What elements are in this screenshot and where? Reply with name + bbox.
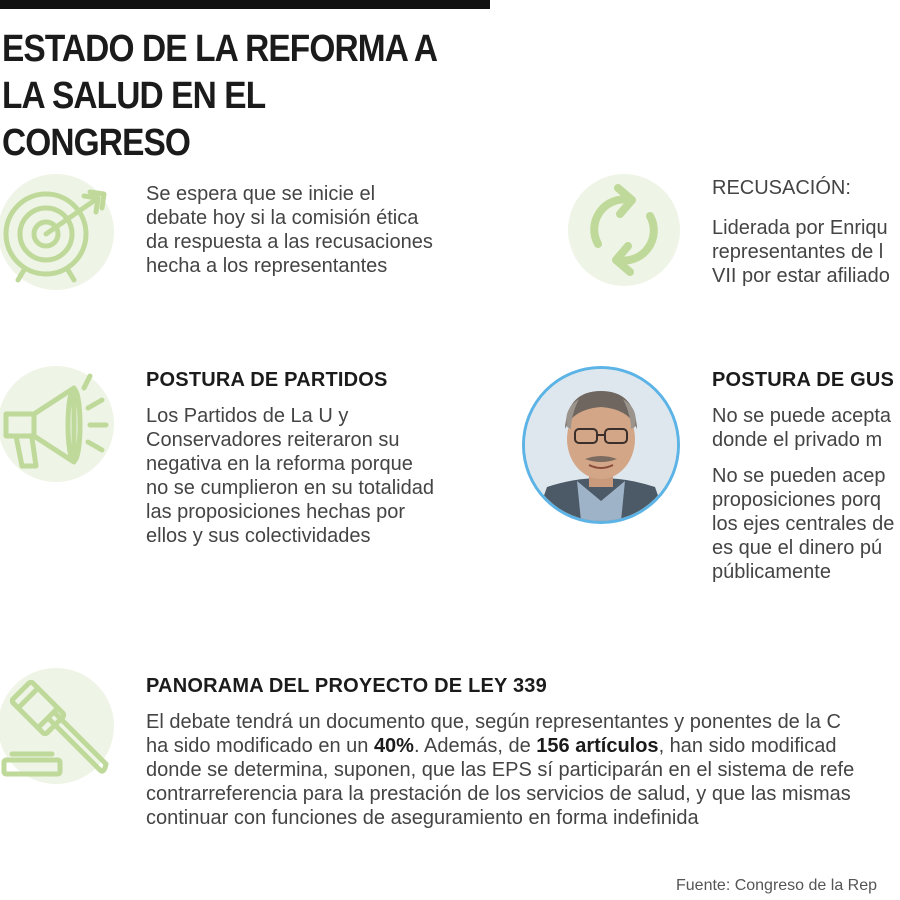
- gustavo-block: POSTURA DE GUS No se puede acepta donde el privado m No se pueden acep proposiciones porq los ejes centrales de es que el dinero pú públicamente: [712, 369, 895, 583]
- portrait-photo: [522, 366, 680, 524]
- source-credit: Fuente: Congreso de la Rep: [676, 877, 878, 894]
- gustavo-heading: POSTURA DE GUS: [712, 369, 895, 391]
- partidos-heading: POSTURA DE PARTIDOS: [146, 369, 388, 391]
- panorama-block: PANORAMA DEL PROYECTO DE LEY 339 El debate tendrá un documento que, según representantes y ponentes de la C ha sido modificado en un 40%. Además, de 156 artículos, han sido modificad donde se determina, suponen, que las EPS sí participarán en el sistema de refe contrarreferencia para la prestación de los servicios de salud, y que las mismas continuar con funciones de aseguramiento en forma indefinida: [146, 675, 855, 829]
- page-title: ESTADO DE LA REFORMA A LA SALUD EN EL CONGRESO: [2, 28, 438, 164]
- megaphone-icon: [0, 366, 114, 482]
- debate-block: Se espera que se inicie el debate hoy si la comisión ética da respuesta a las recusaciones hecha a los representantes: [146, 183, 433, 277]
- recusacion-block: RECUSACIÓN: Liderada por Enriqu representantes de l VII por estar afiliado: [712, 177, 890, 287]
- recusacion-heading: RECUSACIÓN:: [712, 177, 851, 199]
- refresh-icon: [568, 174, 680, 286]
- gavel-icon: [0, 668, 114, 784]
- panorama-heading: PANORAMA DEL PROYECTO DE LEY 339: [146, 675, 547, 697]
- top-rule: [0, 0, 490, 9]
- partidos-block: POSTURA DE PARTIDOS Los Partidos de La U y Conservadores reiteraron su negativa en la reforma porque no se cumplieron en su totalidad las proposiciones hechas por ellos y sus colectividades: [146, 369, 434, 547]
- target-icon: [0, 174, 114, 290]
